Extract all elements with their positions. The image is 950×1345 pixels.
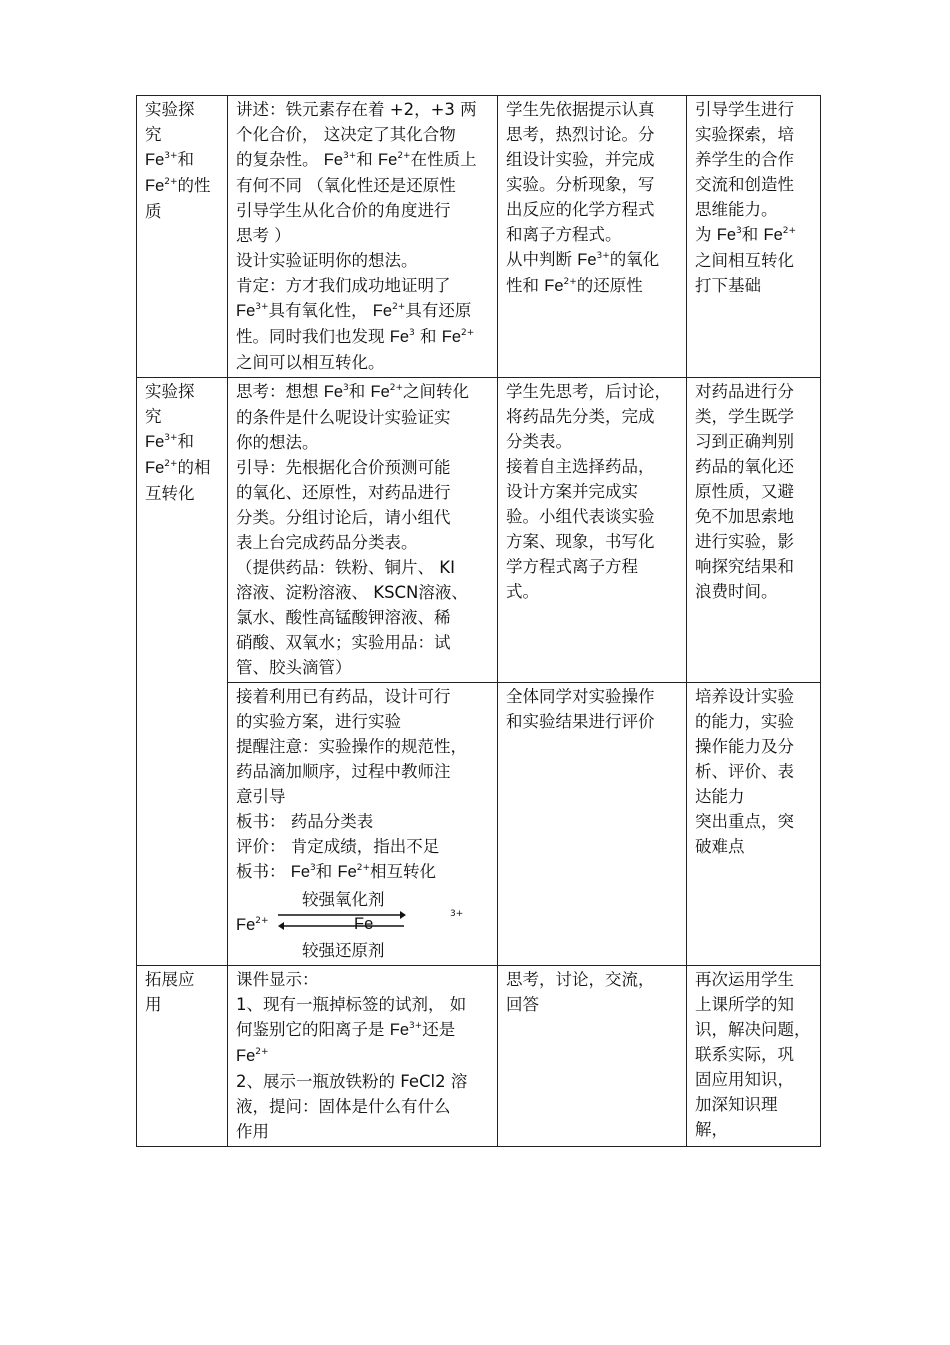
table-row — [137, 378, 821, 683]
text-line: 思考，热烈讨论。分 — [506, 125, 655, 144]
ion-charge: 2+ — [255, 1047, 269, 1057]
student-activity-cell — [498, 683, 687, 966]
ion-symbol: Fe — [323, 383, 344, 401]
text-segment: 性和 — [506, 276, 545, 295]
text-line: 全体同学对实验操作 — [506, 687, 655, 706]
text-line: 实验。分析现象，写 — [506, 175, 655, 194]
text-segment: 和 — [315, 862, 338, 881]
ion-symbol: Fe — [378, 151, 398, 169]
text-line: 打下基础 — [695, 276, 761, 295]
stage-text: 究 — [145, 407, 162, 426]
text-line — [695, 222, 814, 248]
text-segment: 为 — [695, 225, 717, 244]
ion-charge: 3+ — [450, 909, 464, 919]
text-line: 板书： 药品分类表 — [236, 812, 374, 831]
text-line: 方案、现象，书写化 — [506, 532, 655, 551]
ion-charge: 2+ — [782, 226, 797, 236]
text-line — [506, 273, 680, 299]
text-segment: 在性质上 — [410, 150, 477, 169]
text-line: 原性质，又避 — [695, 482, 794, 501]
text-line: 学方程式离子方程 — [506, 557, 638, 576]
stage-ion-line — [145, 173, 221, 199]
design-intent-cell — [687, 683, 821, 966]
text-line: 讲述：铁元素存在着 +2，+3 两 — [236, 100, 477, 119]
text-segment: 从中判断 — [506, 250, 578, 269]
text-line — [236, 298, 491, 324]
text-line: 上课所学的知 — [695, 995, 794, 1014]
equation-right-species: Fe — [354, 915, 374, 933]
ion-charge: 2+ — [563, 277, 577, 287]
text-line: 加深知识理 — [695, 1095, 778, 1114]
teacher-activity-cell — [228, 683, 498, 966]
ion-charge: 3 — [409, 328, 415, 338]
design-intent-cell — [687, 966, 821, 1147]
ion-symbol: Fe — [389, 328, 410, 346]
ion-symbol: Fe — [145, 151, 165, 169]
text-segment: 和 — [356, 150, 379, 169]
student-activity-cell — [498, 96, 687, 378]
text-line: 肯定：方才我们成功地证明了 — [236, 276, 451, 295]
stage-text: 实验探 — [145, 100, 195, 119]
stage-text: 质 — [145, 202, 162, 221]
text-segment: 具有还原 — [405, 301, 472, 320]
ion-charge: 3+ — [409, 1021, 423, 1031]
ion-charge: 3+ — [164, 151, 178, 161]
text-line: 出反应的化学方程式 — [506, 200, 655, 219]
ion-charge: 3+ — [255, 302, 269, 312]
text-segment: 还是 — [422, 1020, 456, 1039]
ion-symbol: Fe — [145, 433, 165, 451]
text-line: 养学生的合作 — [695, 150, 794, 169]
text-line — [236, 379, 491, 405]
text-line: 液，提问：固体是什么有什么 — [236, 1097, 451, 1116]
text-segment: 相互转化 — [370, 862, 437, 881]
text-line: 识，解决问题， — [695, 1020, 811, 1039]
ion-symbol: Fe — [236, 1047, 256, 1065]
text-line: 硝酸、双氧水；实验用品：试 — [236, 633, 451, 652]
text-line: 验。小组代表谈实验 — [506, 507, 655, 526]
text-line: 免不加思索地 — [695, 507, 794, 526]
stage-text: 和 — [177, 432, 195, 451]
text-line: 管、胶头滴管） — [236, 658, 352, 677]
text-line: 表上台完成药品分类表。 — [236, 533, 418, 552]
text-line: 1、现有一瓶掉标签的试剂， 如 — [236, 995, 467, 1014]
text-line: 思维能力。 — [695, 200, 778, 219]
text-segment: 的复杂性。 — [236, 150, 324, 169]
text-line — [236, 324, 491, 350]
text-segment: 之间转化 — [403, 382, 470, 401]
ion-symbol: Fe — [337, 863, 357, 881]
ion-symbol: Fe — [370, 383, 390, 401]
text-line: 和实验结果进行评价 — [506, 712, 655, 731]
text-line: 溶液、淀粉溶液、 KSCN溶液、 — [236, 583, 468, 602]
text-line: 思考，讨论，交流， — [506, 970, 655, 989]
text-segment: 板书： — [236, 862, 291, 881]
text-line: 式。 — [506, 582, 539, 601]
ion-symbol: Fe — [145, 177, 165, 195]
ion-symbol: Fe — [290, 863, 311, 881]
text-segment: 和 — [348, 382, 371, 401]
stage-cell — [137, 378, 228, 966]
stage-ion-line — [145, 455, 221, 481]
stage-text: 用 — [145, 995, 162, 1014]
text-line: 实验探索，培 — [695, 125, 794, 144]
text-line: 对药品进行分 — [695, 382, 794, 401]
text-line — [236, 1043, 491, 1069]
text-line: 习到正确判别 — [695, 432, 794, 451]
ion-charge: 2+ — [392, 302, 406, 312]
ion-charge: 3 — [343, 383, 349, 393]
ion-charge: 2+ — [164, 459, 178, 469]
ion-charge: 2+ — [356, 863, 371, 873]
text-line: 组设计实验，并完成 — [506, 150, 655, 169]
text-line: 学生先依据提示认真 — [506, 100, 655, 119]
text-line: 引导：先根据化合价预测可能 — [236, 458, 451, 477]
reductant-label: 较强还原剂 — [302, 941, 385, 960]
ion-symbol: Fe — [236, 916, 256, 934]
text-line: 固应用知识， — [695, 1070, 794, 1089]
text-line: 引导学生进行 — [695, 100, 794, 119]
text-line: 浪费时间。 — [695, 582, 778, 601]
text-segment: 具有氧化性， — [268, 301, 373, 320]
text-segment: 的氧化 — [609, 250, 660, 269]
text-line: 分类表。 — [506, 432, 572, 451]
ion-symbol: Fe — [763, 226, 783, 244]
oxidant-label: 较强氧化剂 — [302, 890, 385, 909]
stage-cell — [137, 96, 228, 378]
teacher-activity-cell — [228, 966, 498, 1147]
text-line: 药品滴加顺序，过程中教师注 — [236, 762, 451, 781]
text-line: 思考 ） — [236, 226, 291, 245]
text-line: 响探究结果和 — [695, 557, 794, 576]
table-row — [137, 966, 821, 1147]
text-segment: 何鉴别它的阳离子是 — [236, 1020, 390, 1039]
text-segment: 的还原性 — [576, 276, 643, 295]
text-segment: 和 — [741, 225, 764, 244]
ion-charge: 2+ — [389, 383, 404, 393]
text-line: 的条件是什么呢设计实验证实 — [236, 408, 451, 427]
text-line: 达能力 — [695, 787, 745, 806]
text-line: 接着利用已有药品，设计可行 — [236, 687, 451, 706]
text-line: 破难点 — [695, 837, 745, 856]
ion-charge: 3+ — [164, 433, 178, 443]
ion-symbol: Fe — [441, 328, 462, 346]
text-segment: 性。同时我们也发现 — [236, 327, 390, 346]
design-intent-cell — [687, 96, 821, 378]
text-line: 有何不同 （氧化性还是还原性 — [236, 176, 456, 195]
text-line: 进行实验，影 — [695, 532, 794, 551]
text-line: 药品的氧化还 — [695, 457, 794, 476]
text-line: 操作能力及分 — [695, 737, 794, 756]
table-row — [137, 683, 821, 966]
stage-text: 的性 — [177, 176, 211, 195]
ion-charge: 2+ — [397, 151, 411, 161]
ion-symbol: Fe — [145, 459, 165, 477]
ion-charge: 3+ — [343, 151, 357, 161]
stage-text: 和 — [177, 150, 195, 169]
text-line: 交流和创造性 — [695, 175, 794, 194]
design-intent-cell — [687, 378, 821, 683]
teacher-activity-cell — [228, 378, 498, 683]
text-line — [236, 147, 491, 173]
ion-symbol: Fe — [323, 151, 344, 169]
text-line: 联系实际，巩 — [695, 1045, 794, 1064]
stage-text: 实验探 — [145, 382, 195, 401]
equation-left-species — [236, 912, 269, 938]
text-line: 提醒注意：实验操作的规范性， — [236, 737, 467, 756]
text-line: （提供药品：铁粉、铜片、 KI — [236, 558, 455, 577]
table-row — [137, 96, 821, 378]
text-segment: 思考：想想 — [236, 382, 324, 401]
ion-charge: 2+ — [164, 177, 178, 187]
stage-ion-line — [145, 147, 221, 173]
text-line: 2、展示一瓶放铁粉的 FeCl2 溶 — [236, 1072, 468, 1091]
ion-charge: 2+ — [255, 916, 269, 926]
stage-text: 究 — [145, 125, 162, 144]
stage-text: 的相 — [177, 458, 211, 477]
stage-text: 互转化 — [145, 484, 195, 503]
text-line: 的能力，实验 — [695, 712, 794, 731]
ion-symbol: Fe — [389, 1021, 410, 1039]
stage-text: 拓展应 — [145, 970, 195, 989]
text-segment: 和 — [414, 327, 442, 346]
ion-symbol: Fe — [544, 277, 564, 295]
text-line: 你的想法。 — [236, 433, 319, 452]
text-line: 分类。分组讨论后，请小组代 — [236, 508, 451, 527]
ion-symbol: Fe — [236, 302, 256, 320]
text-line: 作用 — [236, 1122, 269, 1141]
text-line — [236, 1017, 491, 1043]
text-line: 培养设计实验 — [695, 687, 794, 706]
text-line: 突出重点，突 — [695, 812, 794, 831]
text-line: 解， — [695, 1120, 728, 1139]
text-line — [236, 859, 491, 885]
text-line: 之间相互转化 — [695, 251, 794, 270]
text-line: 的氧化、还原性，对药品进行 — [236, 483, 451, 502]
reversible-arrow-icon — [276, 909, 406, 933]
ion-symbol: Fe — [716, 226, 737, 244]
ion-charge: 2+ — [461, 328, 475, 338]
lesson-plan-table — [136, 95, 821, 1147]
text-line: 设计实验证明你的想法。 — [236, 251, 418, 270]
text-line: 意引导 — [236, 787, 286, 806]
text-line: 氯水、酸性高锰酸钾溶液、稀 — [236, 608, 451, 627]
ion-charge: 3+ — [596, 251, 610, 261]
text-line: 将药品先分类，完成 — [506, 407, 655, 426]
text-line: 引导学生从化合价的角度进行 — [236, 201, 451, 220]
text-line: 之间可以相互转化。 — [236, 353, 385, 372]
text-line: 回答 — [506, 995, 539, 1014]
ion-charge: 3 — [736, 226, 742, 236]
text-line: 课件显示： — [236, 970, 319, 989]
text-line: 设计方案并完成实 — [506, 482, 638, 501]
ion-symbol: Fe — [577, 251, 597, 269]
teacher-activity-cell — [228, 96, 498, 378]
text-line: 类，学生既学 — [695, 407, 794, 426]
conversion-equation — [236, 887, 491, 963]
text-line: 个化合价， 这决定了其化合物 — [236, 125, 456, 144]
text-line: 的实验方案，进行实验 — [236, 712, 401, 731]
student-activity-cell — [498, 966, 687, 1147]
student-activity-cell — [498, 378, 687, 683]
stage-ion-line — [145, 429, 221, 455]
ion-charge: 3 — [310, 863, 316, 873]
text-line: 学生先思考，后讨论， — [506, 382, 671, 401]
stage-cell — [137, 966, 228, 1147]
text-line: 评价： 肯定成绩，指出不足 — [236, 837, 440, 856]
text-line: 析、评价、表 — [695, 762, 794, 781]
ion-symbol: Fe — [372, 302, 393, 320]
text-line — [506, 247, 680, 273]
text-line: 再次运用学生 — [695, 970, 794, 989]
text-line: 和离子方程式。 — [506, 225, 622, 244]
text-line: 接着自主选择药品， — [506, 457, 655, 476]
